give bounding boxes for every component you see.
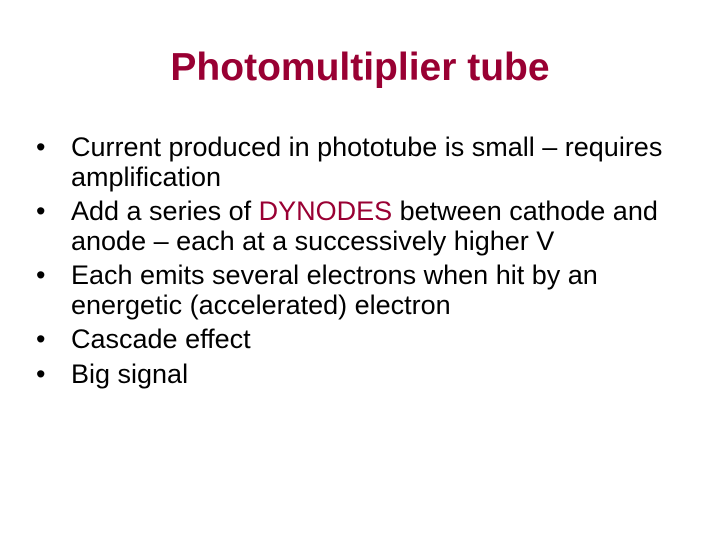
highlighted-term: DYNODES (258, 196, 393, 226)
bullet-item (36, 133, 676, 192)
bullet-dot-icon: • (36, 358, 46, 389)
bullet-item (36, 197, 676, 256)
bullet-text: Each emits several electrons when hit by an energetic (accelerated) electron (71, 260, 598, 320)
bullet-list (36, 133, 676, 394)
bullet-item (36, 261, 676, 320)
bullet-item (36, 325, 676, 355)
bullet-text: Cascade effect (71, 324, 251, 354)
slide-title: Photomultiplier tube (170, 46, 550, 89)
bullet-item (36, 360, 676, 390)
bullet-text-before: Add a series of (71, 196, 259, 226)
bullet-text: Big signal (71, 358, 189, 389)
bullet-dot-icon: • (36, 324, 46, 354)
bullet-dot-icon: • (36, 260, 46, 290)
bullet-dot-icon: • (36, 196, 46, 226)
bullet-dot-icon: • (36, 132, 46, 162)
bullet-text-after: between cathode and anode – each at a successively higher V (71, 196, 658, 256)
bullet-text: Current produced in phototube is small – requires amplification (71, 132, 663, 192)
